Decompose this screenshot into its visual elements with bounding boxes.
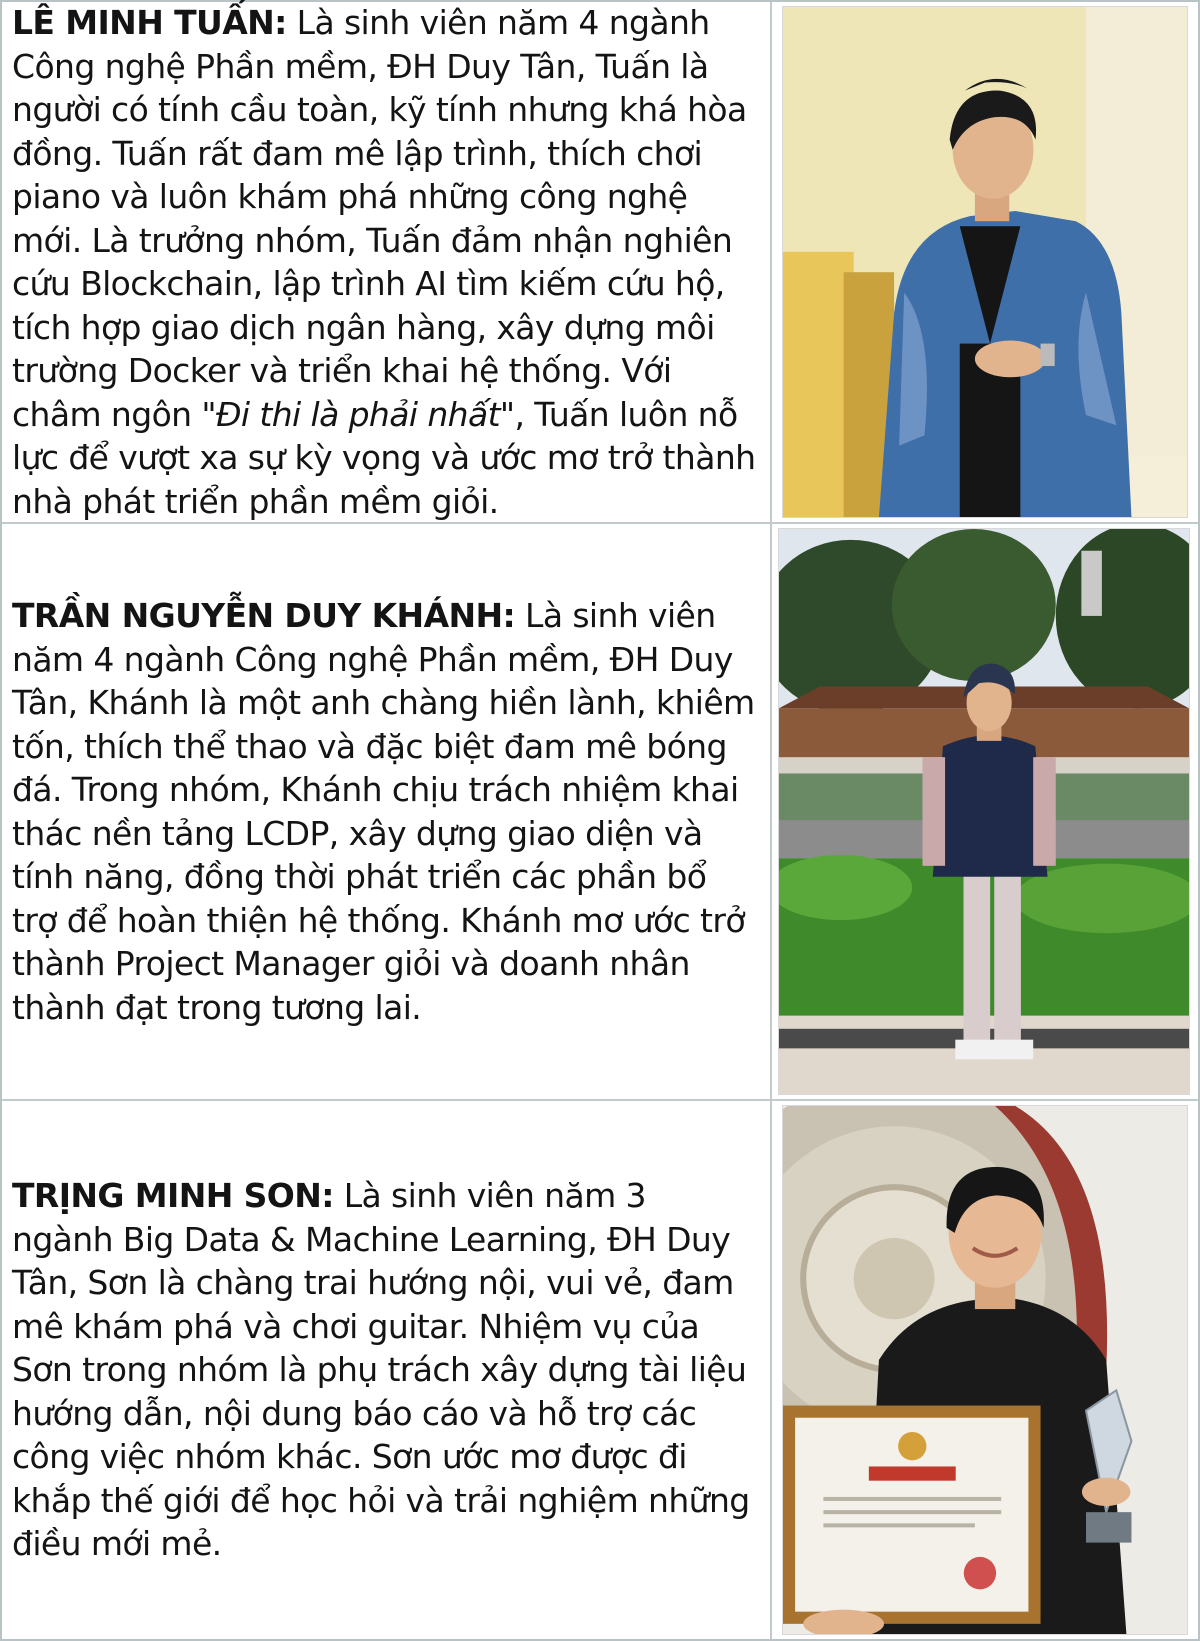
- profile-row: [2, 524, 1198, 1101]
- profile-photo-cell: [772, 1101, 1198, 1639]
- profile-bio: [12, 1, 756, 523]
- profile-name: TRỊNG MINH SON:: [12, 1176, 334, 1216]
- profile-bio: [12, 1174, 756, 1566]
- profile-text-cell: [2, 2, 772, 522]
- profile-row: [2, 2, 1198, 524]
- profile-name: LÊ MINH TUẤN:: [12, 3, 287, 42]
- profile-name: TRẦN NGUYỄN DUY KHÁNH:: [12, 596, 516, 635]
- award-portrait-photo-icon: [782, 1105, 1188, 1635]
- profile-text-cell: [2, 1101, 772, 1639]
- profile-motto: Đi thi là phải nhất: [215, 394, 500, 434]
- outdoor-portrait-photo-icon: [778, 528, 1190, 1095]
- profile-bio-text: Là sinh viên năm 3 ngành Big Data & Machine Learning, ĐH Duy Tân, Sơn là chàng trai hướng nội, vui vẻ, đam mê khám phá và chơi guitar. Nhiệm vụ của Sơn trong nhóm là phụ trách xây dựng tài liệu hướng dẫn, nội dung báo cáo và hỗ trợ các công việc nhóm khác. Sơn ước mơ được đi khắp thế giới để học hỏi và trải nghiệm những điều mới mẻ.: [12, 1176, 750, 1564]
- profile-bio-text-end: ", Tuấn luôn nỗ lực để vượt xa sự kỳ vọng và ước mơ trở thành nhà phát triển phần mềm giỏi.: [12, 394, 756, 521]
- profile-bio: [12, 594, 756, 1029]
- profile-text-cell: [2, 524, 772, 1099]
- profile-photo-cell: [772, 2, 1198, 522]
- profile-photo-cell: [772, 524, 1198, 1099]
- portrait-photo-icon: [782, 6, 1188, 518]
- profile-row: [2, 1101, 1198, 1639]
- profile-bio-text: Là sinh viên năm 4 ngành Công nghệ Phần mềm, ĐH Duy Tân, Tuấn là người có tính cầu toàn, kỹ tính nhưng khá hòa đồng. Tuấn rất đam mê lập trình, thích chơi piano và luôn khám phá những công nghệ mới. Là trưởng nhóm, Tuấn đảm nhận nghiên cứu Blockchain, lập trình AI tìm kiếm cứu hộ, tích hợp giao dịch ngân hàng, xây dựng môi trường Docker và triển khai hệ thống. Với châm ngôn ": [12, 3, 747, 434]
- profile-bio-text: Là sinh viên năm 4 ngành Công nghệ Phần mềm, ĐH Duy Tân, Khánh là một anh chàng hiền lành, khiêm tốn, thích thể thao và đặc biệt đam mê bóng đá. Trong nhóm, Khánh chịu trách nhiệm khai thác nền tảng LCDP, xây dựng giao diện và tính năng, đồng thời phát triển các phần bổ trợ để hoàn thiện hệ thống. Khánh mơ ước trở thành Project Manager giỏi và doanh nhân thành đạt trong tương lai.: [12, 596, 755, 1027]
